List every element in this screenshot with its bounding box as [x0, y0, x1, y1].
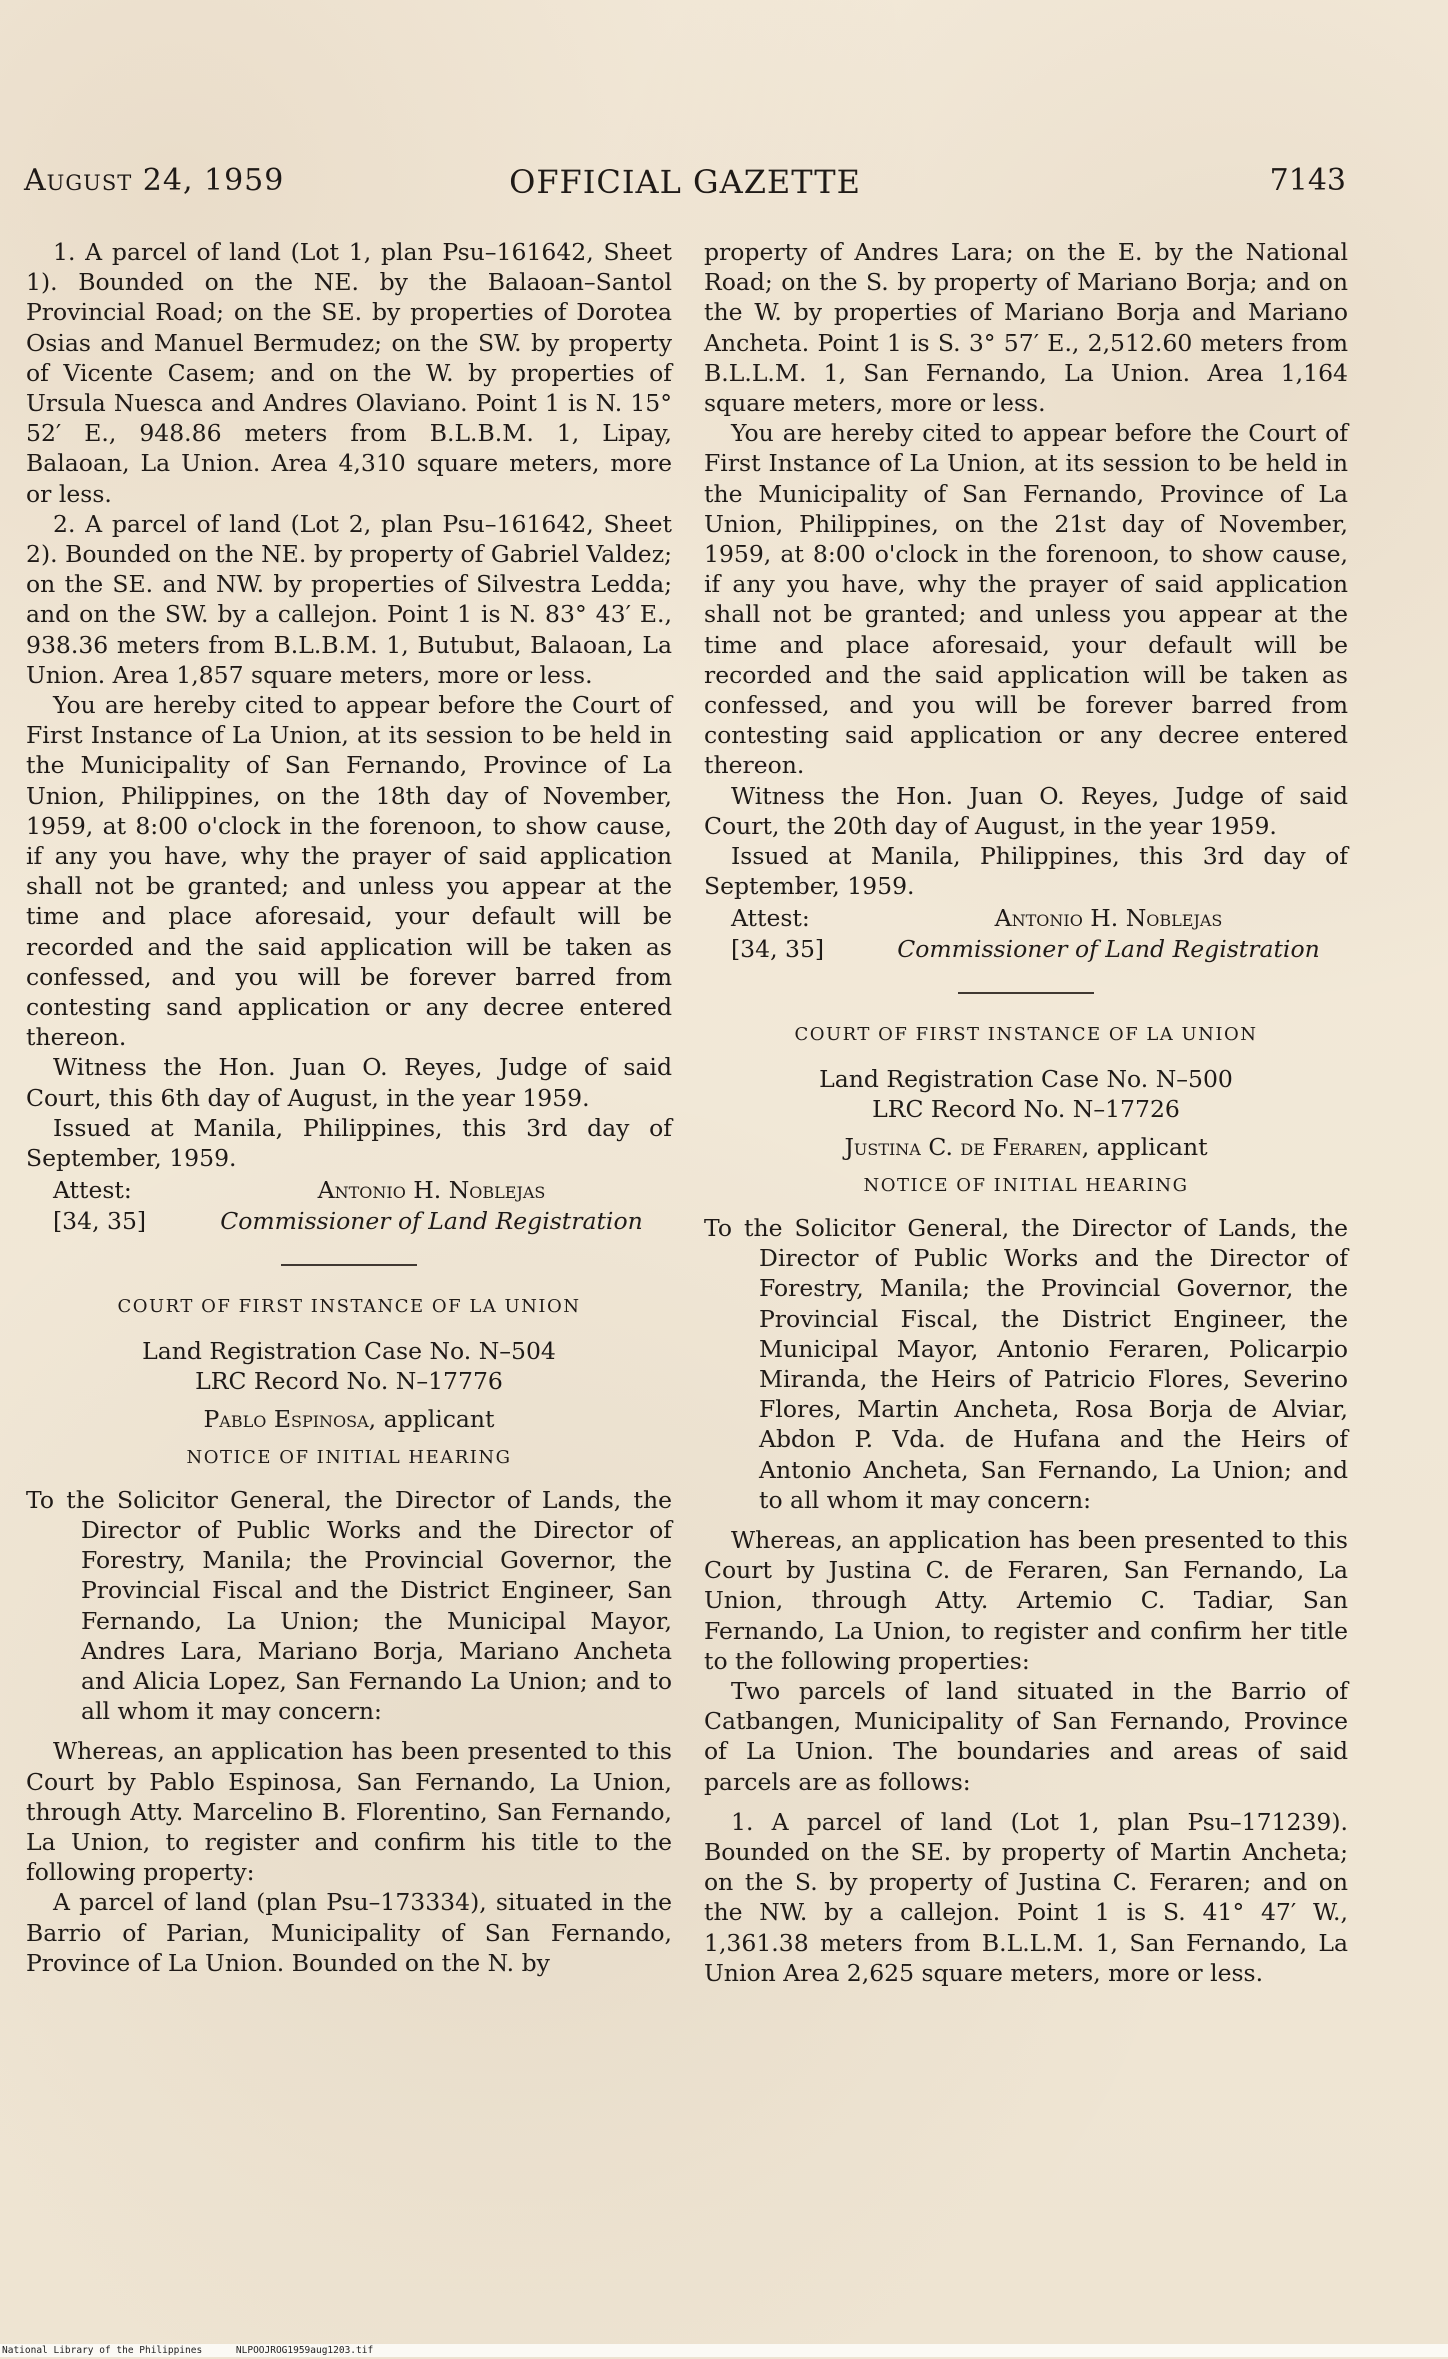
issue-date: August 24, 1959 — [24, 163, 285, 198]
attest-ref: [34, 35] — [731, 934, 825, 963]
attest-ref: [34, 35] — [53, 1206, 147, 1235]
parcels-intro-paragraph: Two parcels of land situated in the Barrio of Catbangen, Municipality of San Fernando, Province of La Union. The boundaries and areas of said parcels are as follows: — [704, 1676, 1348, 1796]
parcel-paragraph: 1. A parcel of land (Lot 1, plan Psu–171239). Bounded on the SE. by property of Martin Ancheta; on the S. by property of Justina C. Feraren; and on the NW. by a callejon. Point 1 is S. 41° 47′ W., 1,361.38 meters from B.L.L.M. 1, San Fernando, La Union Area 2,625 square meters, more or less. — [704, 1807, 1348, 1987]
right-column — [704, 237, 1348, 1988]
footer-source: National Library of the Philippines — [2, 2345, 203, 2356]
attest-block — [26, 1175, 672, 1235]
record-number: LRC Record No. N–17726 — [872, 1095, 1180, 1124]
applicant-name: Justina C. de Feraren — [844, 1133, 1082, 1162]
attest-name: Antonio H. Noblejas — [317, 1176, 546, 1205]
parcel-paragraph: A parcel of land (plan Psu–173334), situated in the Barrio of Parian, Municipality of San Fernando, Province of La Union. Bounded on the N. by — [26, 1888, 672, 1977]
witness-paragraph: Witness the Hon. Juan O. Reyes, Judge of said Court, this 6th day of August, in the year 1959. — [26, 1053, 672, 1112]
issued-paragraph: Issued at Manila, Philippines, this 3rd day of September, 1959. — [26, 1113, 672, 1173]
continued-paragraph: property of Andres Lara; on the E. by the National Road; on the S. by property of Mariano Borja; and on the W. by properties of Mariano Borja and Mariano Ancheta. Point 1 is S. 3° 57′ E., 2,512.60 meters from B.L.L.M. 1, San Fernando, La Union. Area 1,164 square meters, more or less. — [704, 238, 1348, 418]
addressees: To the Solicitor General, the Director of Lands, the Director of Public Works and the Director of Forestry, Manila; the Provincial Governor, the Provincial Fiscal and the District Engineer, San Fernando, La Union; the Municipal Mayor, Andres Lara, Mariano Borja, Mariano Ancheta and Alicia Lopez, San Fernando La Union; and to all whom it may concern: — [26, 1485, 672, 1726]
attest-block — [704, 903, 1348, 963]
notice-heading: NOTICE OF INITIAL HEARING — [863, 1174, 1189, 1196]
case-number: Land Registration Case No. N–504 — [142, 1336, 556, 1365]
issued-paragraph: Issued at Manila, Philippines, this 3rd day of September, 1959. — [704, 842, 1348, 901]
left-column — [26, 237, 672, 1978]
attest-label: Attest: — [731, 904, 810, 933]
parcel-paragraph: 2. A parcel of land (Lot 2, plan Psu–161642, Sheet 2). Bounded on the NE. by property of Gabriel Valdez; on the SE. and NW. by properties of Silvestra Ledda; and on the SW. by a callejon. Point 1 is N. 83° 43′ E., 938.36 meters from B.L.B.M. 1, Butubut, Balaoan, La Union. Area 1,857 square meters, more or less. — [26, 509, 672, 689]
page-number: 7143 — [1269, 163, 1346, 198]
applicant-suffix: , applicant — [368, 1405, 495, 1434]
section-divider — [958, 992, 1094, 994]
applicant-line — [26, 1404, 672, 1434]
applicant-line — [704, 1132, 1348, 1162]
whereas-paragraph: Whereas, an application has been presented to this Court by Pablo Espinosa, San Fernando, La Union, through Atty. Marcelino B. Florentino, San Fernando, La Union, to register and confirm his title to the following property: — [26, 1737, 672, 1887]
page-header — [24, 155, 1346, 205]
parcel-paragraph: 1. A parcel of land (Lot 1, plan Psu–161642, Sheet 1). Bounded on the NE. by the Balaoan–Santol Provincial Road; on the SE. by properties of Dorotea Osias and Manuel Bermudez; on the SW. by property of Vicente Casem; and on the W. by properties of Ursula Nuesca and Andres Olaviano. Point 1 is N. 15° 52′ E., 948.86 meters from B.L.B.M. 1, Lipay, Balaoan, La Union. Area 4,310 square meters, more or less. — [26, 238, 672, 508]
attest-commissioner: Commissioner of Land Registration — [220, 1206, 643, 1235]
notice-heading: NOTICE OF INITIAL HEARING — [186, 1446, 512, 1468]
citation-paragraph: You are hereby cited to appear before the Court of First Instance of La Union, at its session to be held in the Municipality of San Fernando, Province of La Union, Philippines, on the 21st day of November, 1959, at 8:00 o'clock in the forenoon, to show cause, if any you have, why the prayer of said application shall not be granted; and unless you appear at the time and place aforesaid, your default will be recorded and the said application will be taken as confessed, and you will be forever barred from contesting said application or any decree entered thereon. — [704, 419, 1348, 780]
attest-name: Antonio H. Noblejas — [994, 904, 1223, 933]
witness-paragraph: Witness the Hon. Juan O. Reyes, Judge of said Court, the 20th day of August, in the year 1959. — [704, 781, 1348, 840]
record-number: LRC Record No. N–17776 — [195, 1367, 503, 1396]
case-number: Land Registration Case No. N–500 — [819, 1065, 1233, 1094]
addressees: To the Solicitor General, the Director of Lands, the Director of Public Works and the Director of Forestry, Manila; the Provincial Governor, the Provincial Fiscal, the District Engineer, the Municipal Mayor, Antonio Feraren, Policarpio Miranda, the Heirs of Patricio Flores, Severino Flores, Martin Ancheta, Rosa Borja de Alviar, Abdon P. Vda. de Hufana and the Heirs of Antonio Ancheta, San Fernando, La Union; and to all whom it may concern: — [704, 1213, 1348, 1514]
court-heading: COURT OF FIRST INSTANCE OF LA UNION — [794, 1023, 1258, 1045]
publication-title: OFFICIAL GAZETTE — [509, 163, 861, 201]
applicant-name: Pablo Espinosa — [203, 1405, 369, 1434]
footer-file: NLPOOJROG1959aug1203.tif — [235, 2345, 374, 2356]
citation-paragraph: You are hereby cited to appear before the Court of First Instance of La Union, at its session to be held in the Municipality of San Fernando, Province of La Union, Philippines, on the 18th day of November, 1959, at 8:00 o'clock in the forenoon, to show cause, if any you have, why the prayer of said application shall not be granted; and unless you appear at the time and place aforesaid, your default will be recorded and the said application will be taken as confessed, and you will be forever barred from contesting sand application or any decree entered thereon. — [26, 691, 672, 1052]
scan-footer — [0, 2344, 1448, 2357]
attest-commissioner: Commissioner of Land Registration — [897, 934, 1320, 963]
attest-label: Attest: — [53, 1176, 132, 1205]
court-heading: COURT OF FIRST INSTANCE OF LA UNION — [117, 1295, 581, 1317]
applicant-suffix: , applicant — [1081, 1133, 1208, 1162]
section-divider — [281, 1264, 417, 1266]
whereas-paragraph: Whereas, an application has been presented to this Court by Justina C. de Feraren, San Fernando, La Union, through Atty. Artemio C. Tadiar, San Fernando, La Union, to register and confirm her title to the following properties: — [704, 1525, 1348, 1675]
